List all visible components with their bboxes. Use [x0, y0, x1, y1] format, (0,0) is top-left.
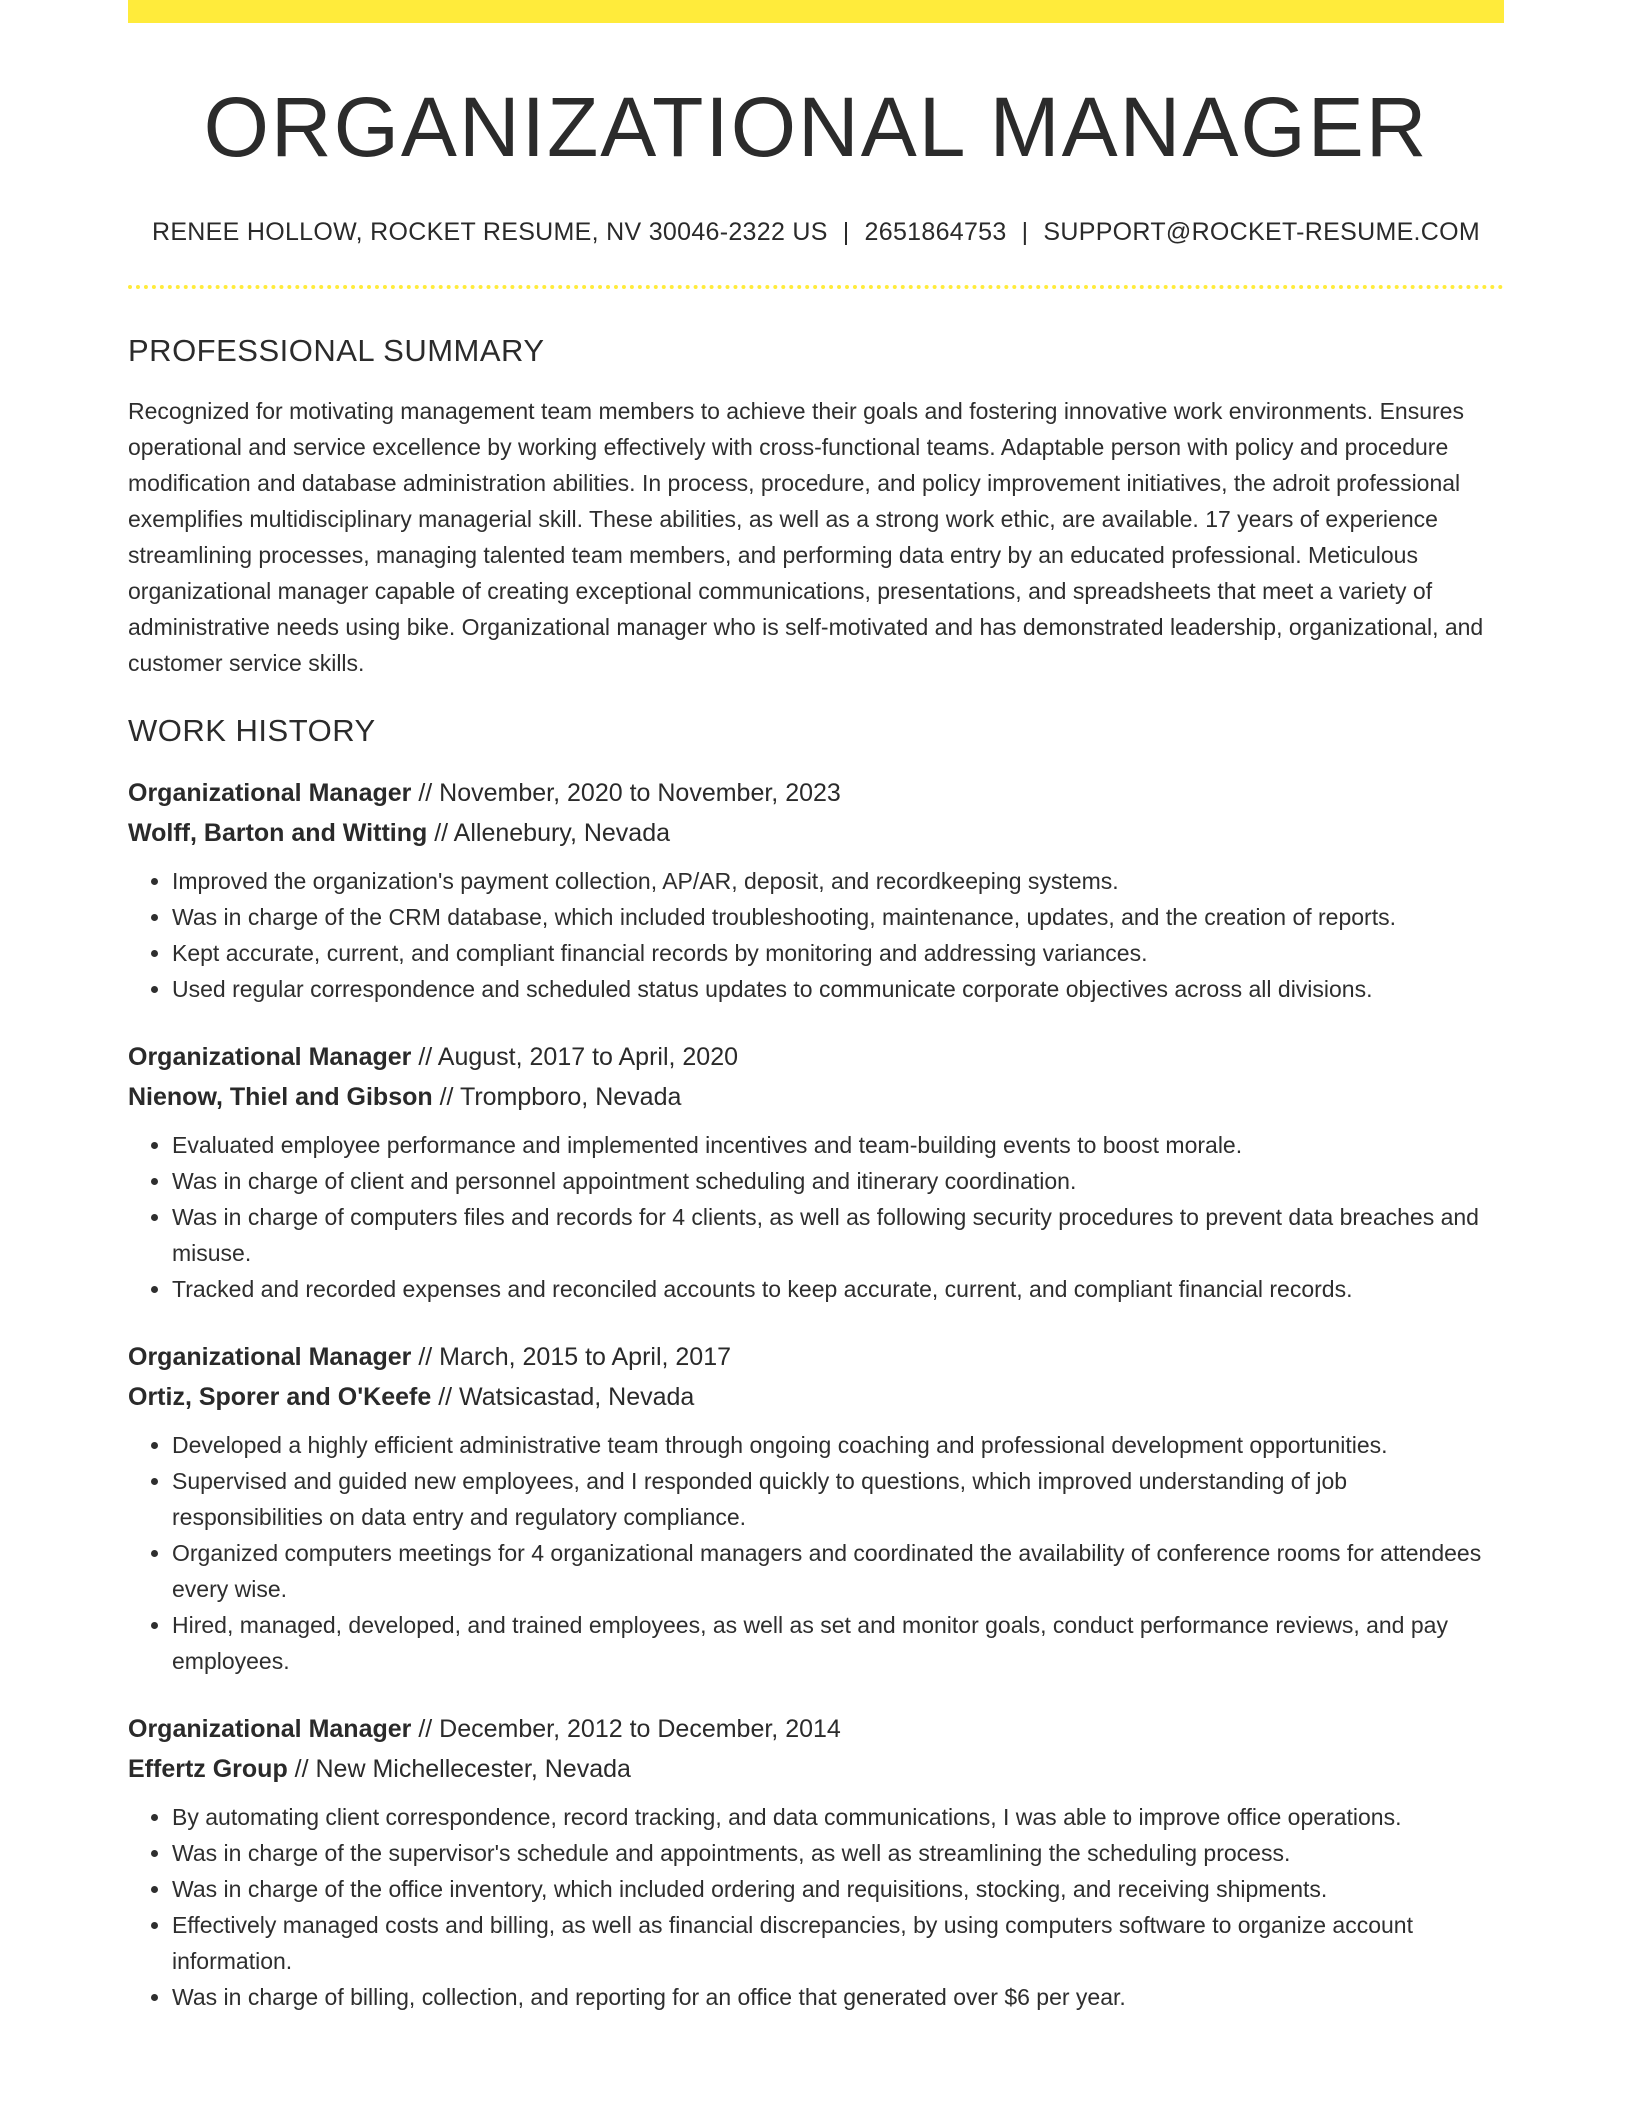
job-company-line	[128, 1077, 1504, 1117]
job-company-line	[128, 1377, 1504, 1417]
summary-text: Recognized for motivating management team members to achieve their goals and fostering innovative work environments. Ensures operational and service excellence by working effectively with cross-functional teams. Adaptable person with policy and procedure modification and database administration abilities. In process, procedure, and policy improvement initiatives, the adroit professional exemplifies multidisciplinary managerial skill. These abilities, as well as a strong work ethic, are available. 17 years of experience streamlining processes, managing talented team members, and performing data entry by an educated professional. Meticulous organizational manager capable of creating exceptional communications, presentations, and spreadsheets that meet a variety of administrative needs using bike. Organizational manager who is self-motivated and has demonstrated leadership, organizational, and customer service skills.	[128, 397, 1484, 676]
contact-separator: |	[842, 217, 850, 246]
job-title-line	[128, 1337, 1504, 1377]
job-location: // Allenebury, Nevada	[427, 818, 671, 847]
bullet-item: • Effectively managed costs and billing, as well as financial discrepancies, by using computers software to organize account information.	[172, 1907, 1504, 1979]
job-title-line	[128, 1037, 1504, 1077]
job-bullets	[128, 863, 1504, 1007]
contact-phone: 2651864753	[864, 217, 1007, 246]
job-company-line	[128, 813, 1504, 853]
bullet-item: • Was in charge of computers files and records for 4 clients, as well as following security procedures to prevent data breaches and misuse.	[172, 1199, 1504, 1271]
job-dates: // November, 2020 to November, 2023	[411, 778, 841, 807]
summary-heading: PROFESSIONAL SUMMARY	[128, 332, 545, 368]
bullet-item: • By automating client correspondence, record tracking, and data communications, I was able to improve office operations.	[172, 1799, 1504, 1835]
job-company: Wolff, Barton and Witting	[128, 818, 428, 847]
resume-page	[128, 0, 1504, 2015]
job-location: // Watsicastad, Nevada	[431, 1382, 695, 1411]
bullet-item: • Tracked and recorded expenses and reconciled accounts to keep accurate, current, and compliant financial records.	[172, 1271, 1504, 1307]
job-company: Effertz Group	[128, 1754, 288, 1783]
job-bullets	[128, 1127, 1504, 1307]
bullet-item: • Developed a highly efficient administrative team through ongoing coaching and professional development opportunities.	[172, 1427, 1504, 1463]
bullet-item: • Was in charge of billing, collection, and reporting for an office that generated over $6 per year.	[172, 1979, 1504, 2015]
bullet-item: • Kept accurate, current, and compliant financial records by monitoring and addressing variances.	[172, 935, 1504, 971]
job-list	[128, 773, 1504, 2015]
job-title: Organizational Manager	[128, 1714, 412, 1743]
job-bullets	[128, 1799, 1504, 2015]
bullet-item: • Was in charge of client and personnel appointment scheduling and itinerary coordination.	[172, 1163, 1504, 1199]
contact-address: RENEE HOLLOW, ROCKET RESUME, NV 30046-2322 US	[151, 217, 828, 246]
job-bullets	[128, 1427, 1504, 1679]
contact-email: SUPPORT@ROCKET-RESUME.COM	[1043, 217, 1481, 246]
job-title: Organizational Manager	[128, 1342, 412, 1371]
contact-separator: |	[1021, 217, 1029, 246]
bullet-item: • Was in charge of the CRM database, which included troubleshooting, maintenance, updates, and the creation of reports.	[172, 899, 1504, 935]
job-entry	[128, 773, 1504, 1007]
bullet-item: • Evaluated employee performance and implemented incentives and team-building events to boost morale.	[172, 1127, 1504, 1163]
job-dates: // December, 2012 to December, 2014	[411, 1714, 841, 1743]
bullet-item: • Used regular correspondence and scheduled status updates to communicate corporate objectives across all divisions.	[172, 971, 1504, 1007]
bullet-item: • Was in charge of the office inventory, which included ordering and requisitions, stocking, and receiving shipments.	[172, 1871, 1504, 1907]
job-title-line	[128, 1709, 1504, 1749]
job-dates: // August, 2017 to April, 2020	[411, 1042, 739, 1071]
job-company: Nienow, Thiel and Gibson	[128, 1082, 433, 1111]
job-title: Organizational Manager	[128, 778, 412, 807]
bullet-item: • Hired, managed, developed, and trained employees, as well as set and monitor goals, conduct performance reviews, and pay employees.	[172, 1607, 1504, 1679]
job-entry	[128, 1037, 1504, 1307]
work-history-heading: WORK HISTORY	[128, 712, 376, 748]
job-title-line	[128, 773, 1504, 813]
job-location: // Trompboro, Nevada	[432, 1082, 682, 1111]
job-company: Ortiz, Sporer and O'Keefe	[128, 1382, 432, 1411]
resume-title: ORGANIZATIONAL MANAGER	[203, 80, 1429, 174]
bullet-item: • Improved the organization's payment collection, AP/AR, deposit, and recordkeeping systems.	[172, 863, 1504, 899]
job-title: Organizational Manager	[128, 1042, 412, 1071]
accent-bar	[128, 0, 1504, 23]
contact-line	[128, 218, 1504, 247]
job-location: // New Michellecester, Nevada	[287, 1754, 631, 1783]
bullet-item: • Was in charge of the supervisor's schedule and appointments, as well as streamlining the scheduling process.	[172, 1835, 1504, 1871]
job-entry	[128, 1337, 1504, 1679]
dotted-divider	[128, 285, 1504, 289]
job-dates: // March, 2015 to April, 2017	[411, 1342, 732, 1371]
bullet-item: • Organized computers meetings for 4 organizational managers and coordinated the availability of conference rooms for attendees every wise.	[172, 1535, 1504, 1607]
job-entry	[128, 1709, 1504, 2015]
bullet-item: • Supervised and guided new employees, and I responded quickly to questions, which improved understanding of job responsibilities on data entry and regulatory compliance.	[172, 1463, 1504, 1535]
job-company-line	[128, 1749, 1504, 1789]
